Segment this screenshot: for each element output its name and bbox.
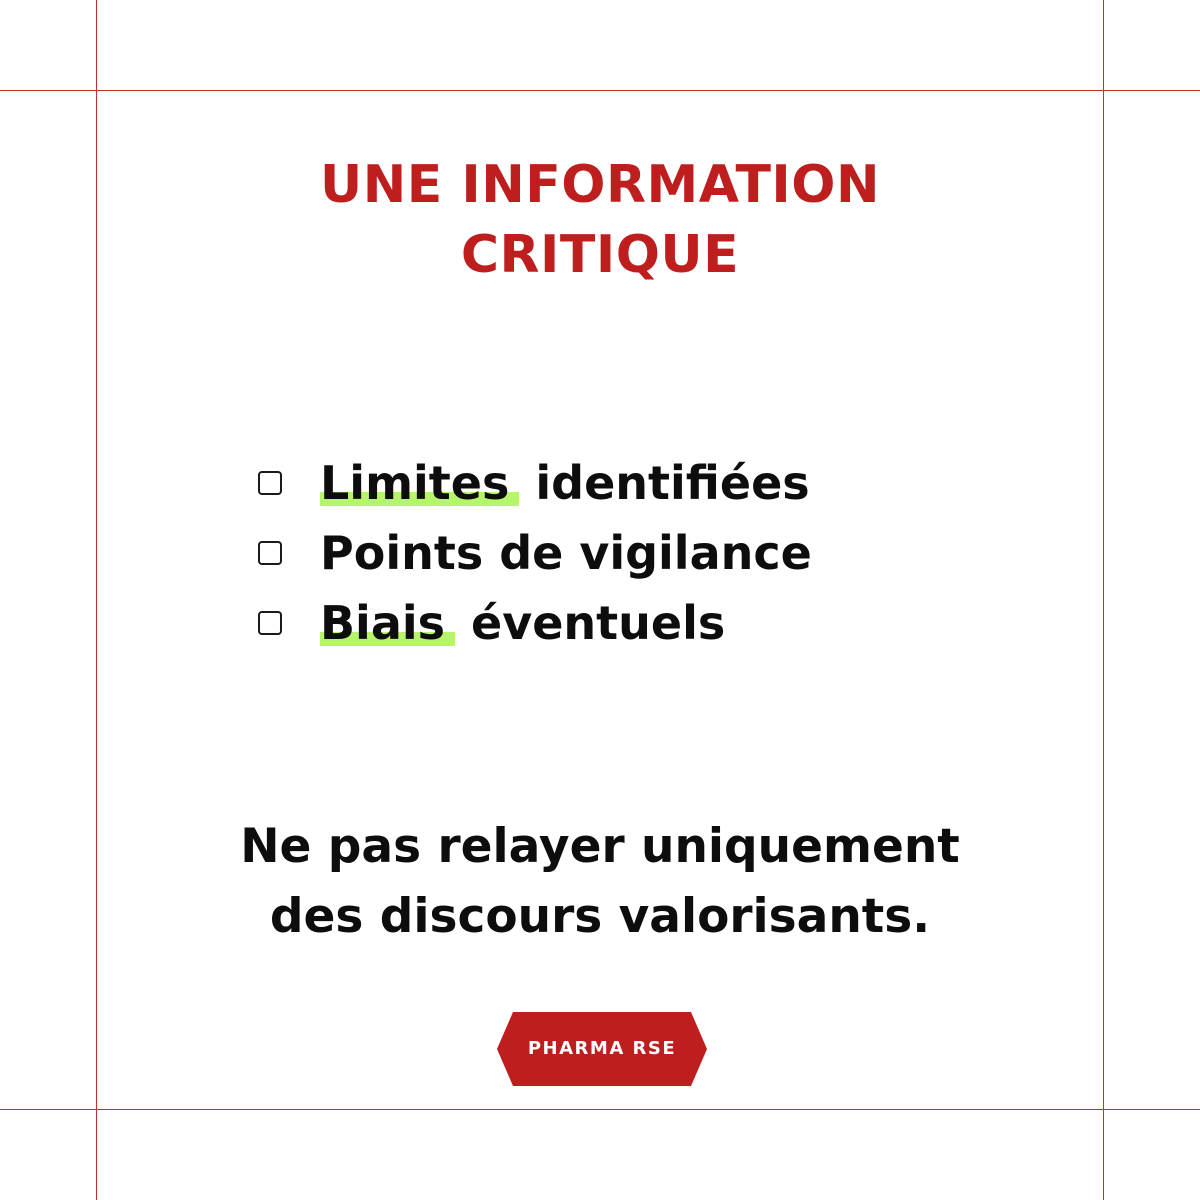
item-text-rest: identifiées (519, 456, 810, 510)
tagline-line-1: Ne pas relayer uniquement (240, 819, 960, 874)
pharma-rse-badge (497, 1012, 707, 1086)
title-line-1: UNE INFORMATION (320, 155, 880, 215)
checkbox[interactable] (258, 471, 282, 495)
guide-line-top (0, 90, 1200, 91)
tagline (0, 812, 1200, 952)
item-text-rest: Points de vigilance (320, 526, 812, 580)
highlighted-word: Biais (320, 596, 455, 650)
checklist-item-limites (258, 448, 958, 518)
checklist-item-biais (258, 588, 958, 658)
checklist (258, 448, 958, 658)
checkbox[interactable] (258, 541, 282, 565)
page-title (0, 150, 1200, 290)
highlighted-word: Limites (320, 456, 519, 510)
title-line-2: CRITIQUE (460, 225, 740, 285)
checkbox[interactable] (258, 611, 282, 635)
badge-label: PHARMA RSE (527, 1038, 677, 1059)
guide-line-bottom (0, 1109, 1200, 1110)
checklist-item-label (320, 453, 810, 513)
checklist-item-points (258, 518, 958, 588)
checklist-item-label (320, 593, 725, 653)
checklist-item-label (320, 523, 812, 583)
item-text-rest: éventuels (455, 596, 726, 650)
tagline-line-2: des discours valorisants. (269, 889, 931, 944)
